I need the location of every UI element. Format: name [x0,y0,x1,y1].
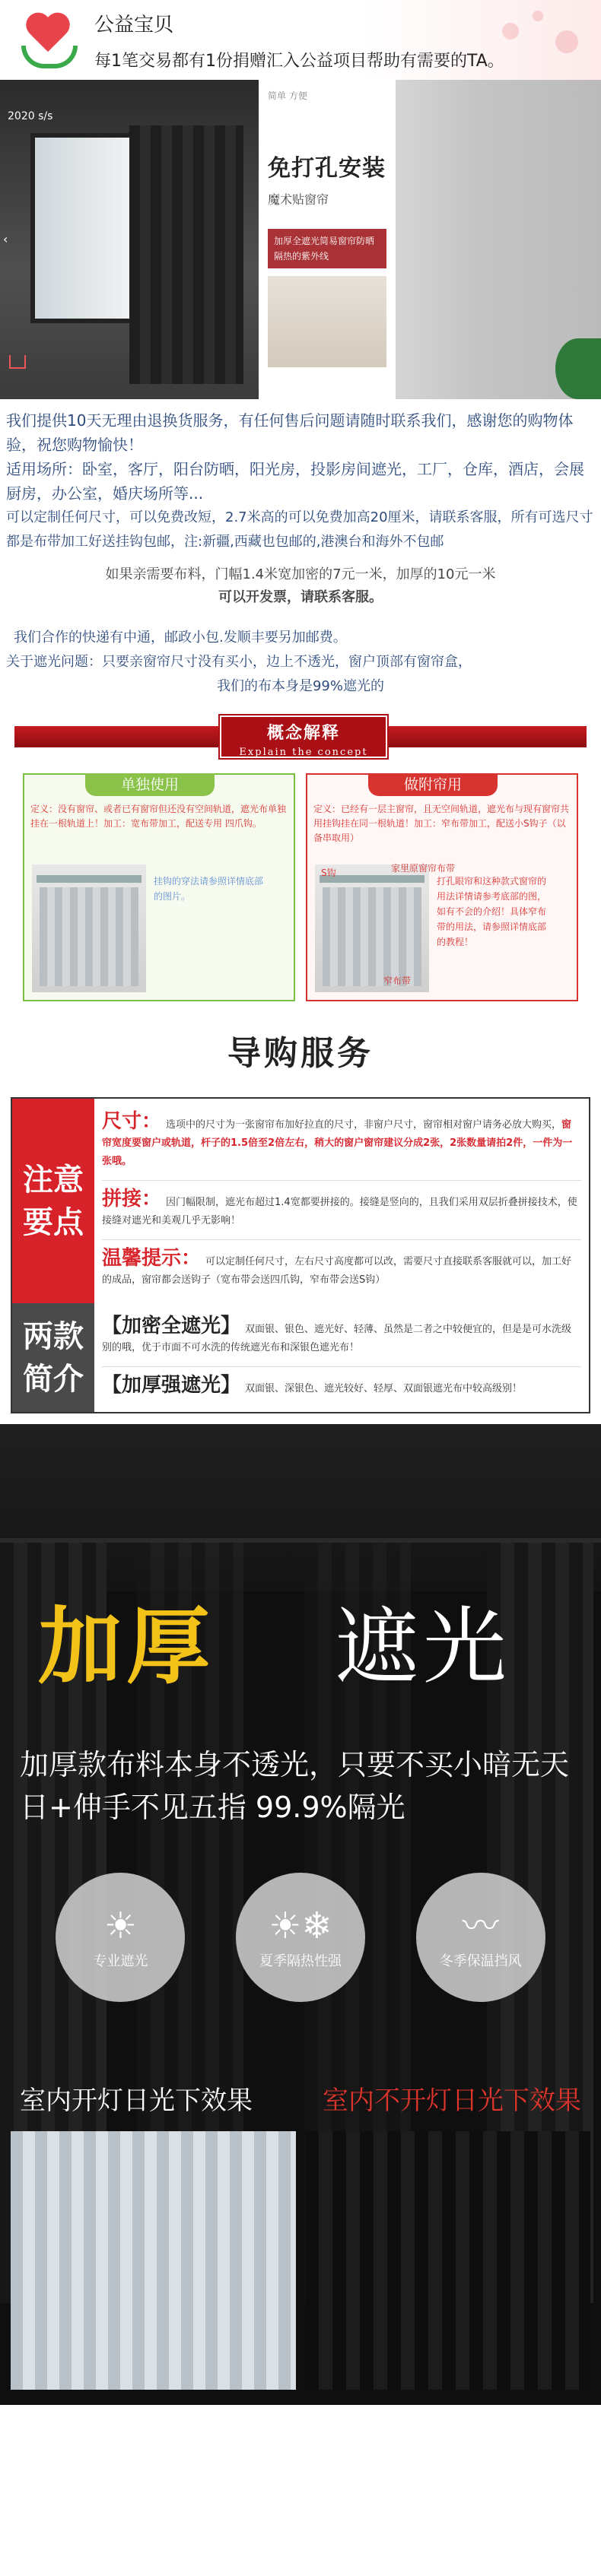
guide-item-tip: 温馨提示： 可以定制任何尺寸，左右尺寸高度都可以改，需要尺寸直接联系客服就可以，加工好的成品，窗帘都会送钩子（宽布带会送四爪钩，窄布带会送S钩） [102,1247,572,1286]
guide-table [11,1097,590,1413]
hero-photo-window[interactable] [0,80,259,399]
guide-item-type1: 【加密全遮光】 双面银、银色、遮光好、轻薄、虽然是二者之中较便宜的，但是是可水洗级别的哦，优于市面不可水洗的传统遮光布和深银色遮光布！ [102,1308,581,1367]
effect-compare-labels [0,2080,601,2117]
curtain-photo [32,864,146,992]
chevron-left-icon[interactable]: ‹ [3,232,8,246]
usage-places-text: 适用场所：卧室，客厅，阳台防晒，阳光房，投影房间遮光，工厂，仓库，酒店，会展厨房，办公室，婚庆场所等... [6,460,584,503]
types-label: 两款简介 [12,1303,94,1412]
panel-note: 打孔眼帘和这种款式窗帘的用法详情请参考底部的图，如有不会的介绍！具体窄布带的用法，请参照详情底部的教程！ [437,876,547,947]
panel-note: 挂钩的穿法请参照详情底部的图片。 [154,876,264,902]
lights-off-photo [305,2131,590,2390]
panel-definition: 定义：没有窗帘、或者已有窗帘但还没有空间轨道，遮光布单独挂在一根轨道上！加工：宽布带加工，配送专用 四爪钩。 [30,804,287,829]
feature-blackout: ☀ 专业遮光 [56,1873,185,2002]
room-photo [268,276,386,367]
blackout-slogan: 加厚款布料本身不透光，只要不买小暗无天日+伸手不见五指 99.9%隔光 [20,1748,570,1824]
main-tape-label: 家里原窗帘布带 [391,863,456,874]
notes-label: 注意要点 [12,1099,94,1303]
guide-item-size: 尺寸： 选项中的尺寸为一张窗帘布加好拉直的尺寸，非窗户尺寸，窗帘相对窗户请务必放大购买，窗帘宽度要窗户或轨道，杆子的1.5倍至2倍左右，稍大的窗户窗帘建议分成2张，2张数量请拍2件，一件为一张哦。 [102,1103,581,1181]
feature-windproof: 〰 冬季保温挡风 [416,1873,545,2002]
charity-subtitle: 每1笔交易都有1份捐赠汇入公益项目帮助有需要的TA。 [94,51,504,71]
service-text: 我们提供10天无理由退换货服务，有任何售后问题请随时联系我们，感谢您的购物体验，祝您购物愉快！ [6,411,574,454]
lights-on-label: 室内开灯日光下效果 [20,2086,253,2116]
usage-comparison [0,758,601,1001]
curtain-photo [315,864,429,992]
sun-snowflake-icon: ☀❄ [269,1905,332,1947]
guide-item-splice: 拼接： 因门幅限制，遮光布超过1.4宽都要拼接的。接缝是竖向的，且我们采用双层折叠拼接技术，使接缝对遮光和美观几乎无影响！ [102,1181,581,1240]
s-hook-label: S钩 [321,868,336,878]
charity-heart-icon [18,9,81,71]
blackout-feature-section [0,1424,601,2405]
guide-item-type2: 【加厚强遮光】 双面银、深银色、遮光较好、轻厚、双面银遮光布中较高级别！ [102,1374,523,1397]
lights-off-label: 室内不开灯日光下效果 [323,2086,581,2116]
blackout-answer-text: 我们的布本身是99%遮光的 [216,678,384,694]
panel-standalone [23,773,295,1001]
panel-tab-attached: 做附帘用 [368,773,498,796]
charity-title: 公益宝贝 [94,13,174,36]
feature-circles [0,1873,601,2002]
hero-photo-model [396,80,601,399]
bubbles-decoration [494,8,586,68]
hero-banner [0,80,601,399]
hero-subheadline: 魔术贴窗帘 [268,192,329,207]
concept-banner [14,715,587,758]
guide-title: 导购服务 [227,1034,374,1073]
feature-heat-insulation: ☀❄ 夏季隔热性强 [236,1873,365,2002]
lights-on-photo [11,2131,296,2390]
brand-tag: 2020 s/s [8,110,53,122]
wind-icon: 〰 [462,1905,499,1947]
concept-title: 概念解释 [266,724,340,743]
blackout-question-text: 关于遮光问题：只要亲窗帘尺寸没有买小，边上不透光，窗户顶部有窗帘盒， [6,654,472,670]
concept-subtitle: Explain the concept [239,747,368,758]
panel-definition: 定义：已经有一层主窗帘，且无空间轨道，遮光布与现有窗帘共用挂钩挂在同一根轨道！加工：窄布带加工，配送小S钩子（以备串取用） [313,804,570,843]
express-text: 我们合作的快递有中通，邮政小包.发顺丰要另加邮费。 [14,630,347,646]
headline-blackout: 遮光 [335,1598,511,1696]
hero-info-card [259,80,396,399]
custom-size-text: 可以定制任何尺寸，可以免费改短，2.7米高的可以免费加高20厘米，请联系客服，所有可选尺寸都是布带加工好送挂钩包邮，注:新疆,西藏也包邮的,港澳台和海外不包邮 [6,509,593,550]
hero-small-text: 简单 方便 [268,90,307,101]
effect-photos [11,2131,590,2390]
panel-tab-standalone: 单独使用 [85,773,215,796]
hero-headline: 免打孔安装 [268,155,386,182]
charity-banner [0,0,601,80]
panel-attached [306,773,578,1001]
narrow-tape-label: 窄布带 [383,976,412,986]
cart-icon[interactable] [9,355,26,369]
sun-icon: ☀ [103,1905,137,1947]
invoice-text: 可以开发票，请联系客服。 [218,589,383,605]
hero-feature-box: 加厚全遮光简易窗帘防晒隔热的紫外线 [268,229,386,268]
fabric-price-text: 如果亲需要布料，门幅1.4米宽加密的7元一米，加厚的10元一米 [105,566,496,582]
headline-thick: 加厚 [38,1598,215,1696]
